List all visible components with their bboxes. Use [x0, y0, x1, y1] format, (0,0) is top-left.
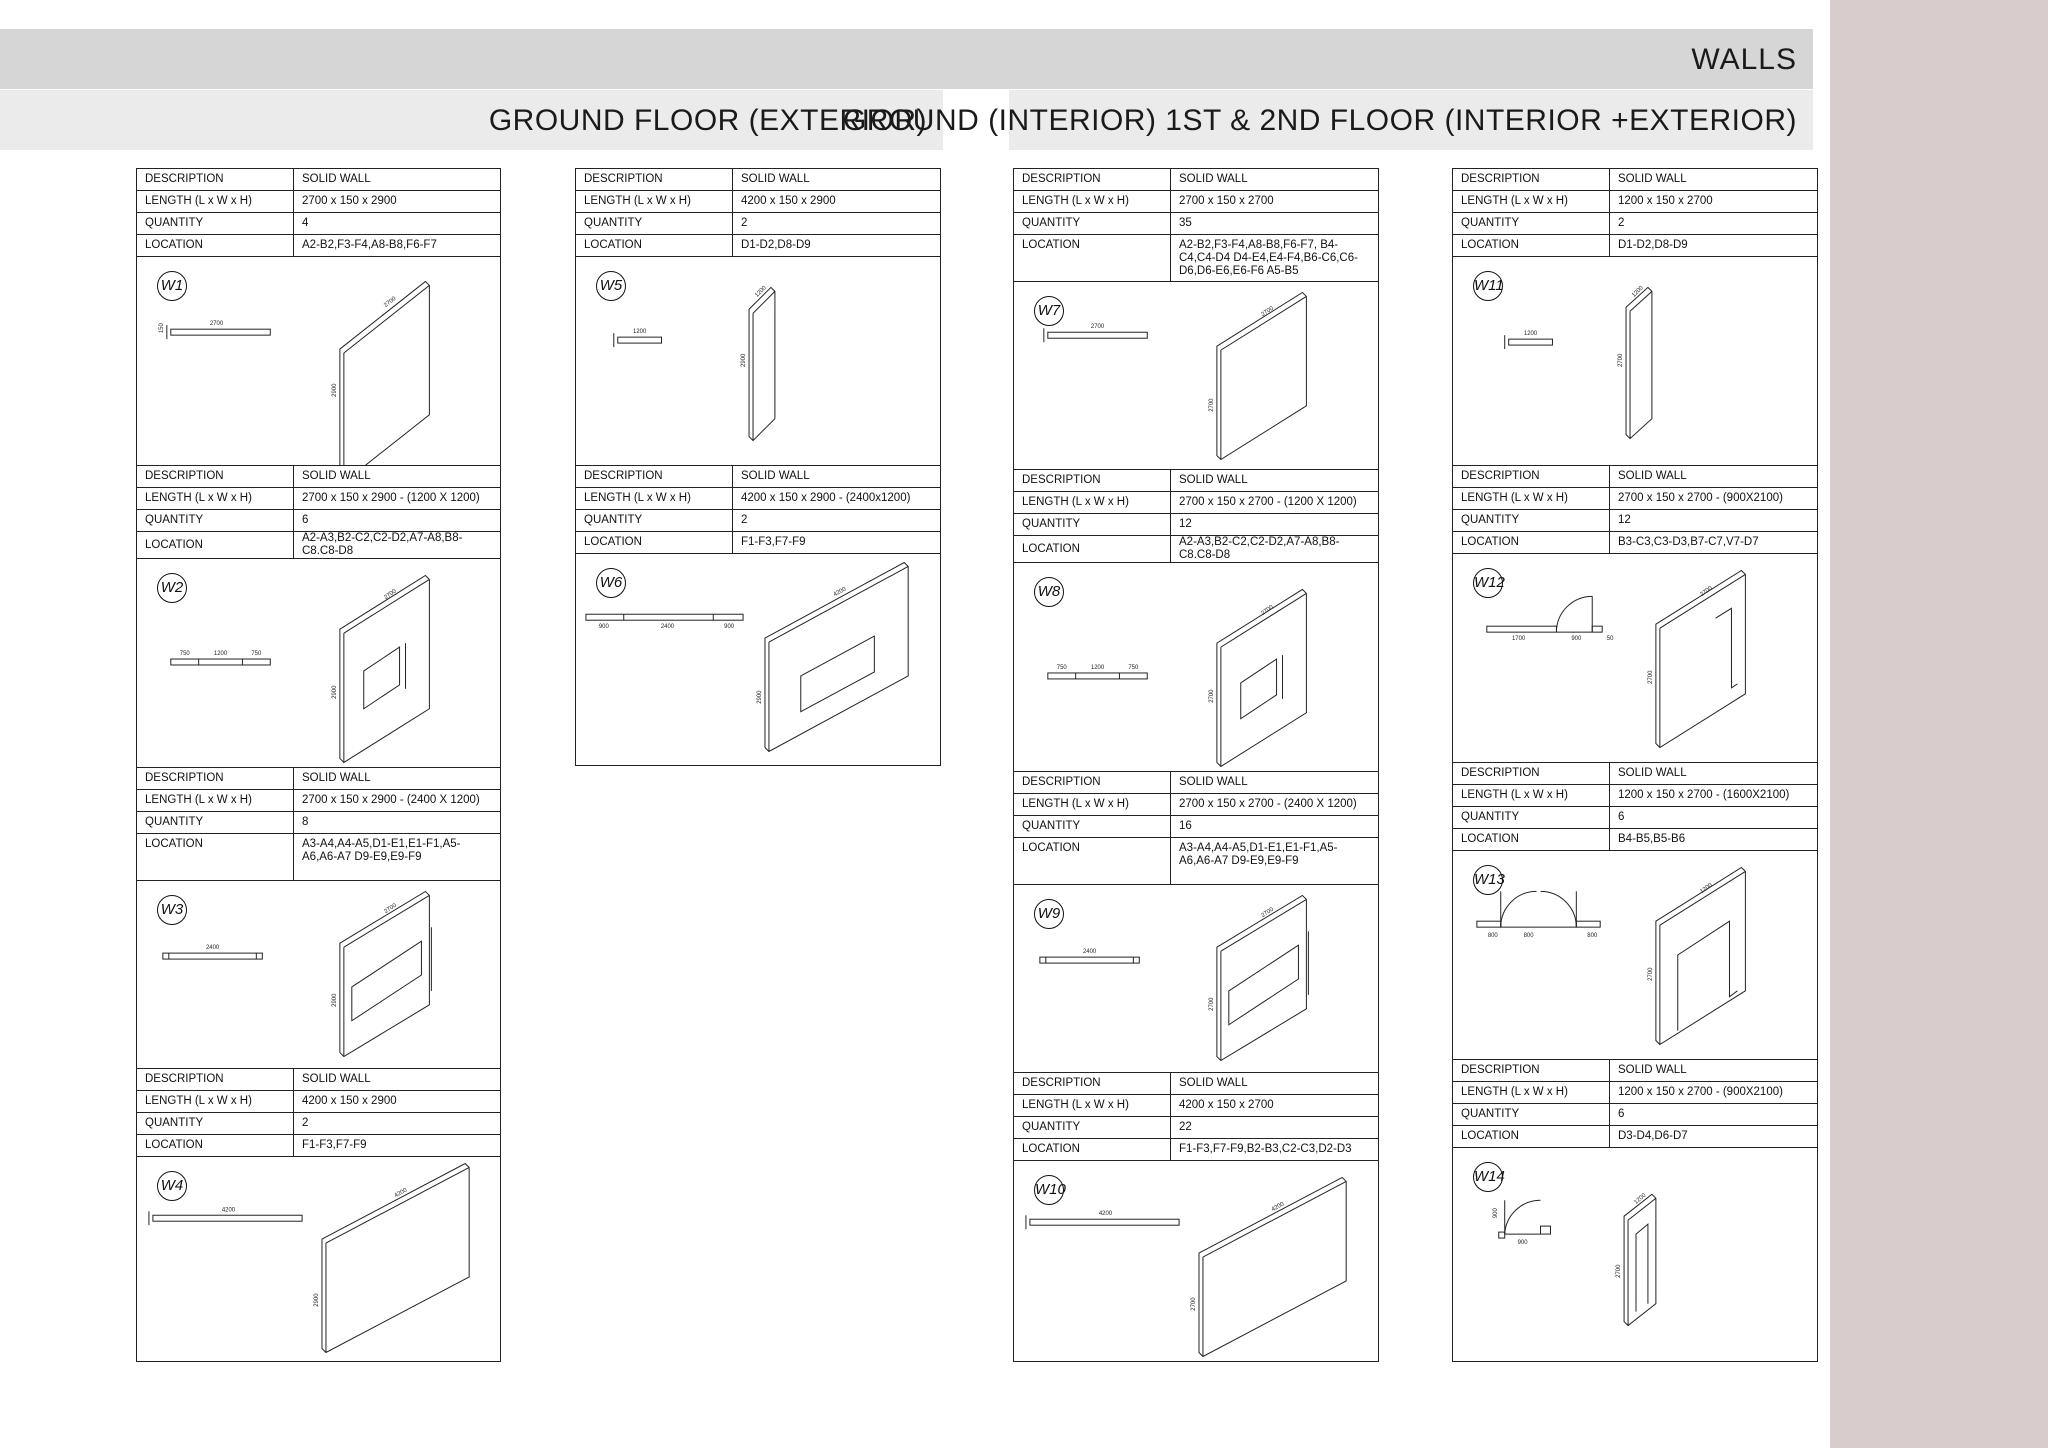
- spec-value: SOLID WALL: [1610, 169, 1818, 191]
- wall-tag-w5: W5: [596, 271, 626, 301]
- dim-label: 4200: [1098, 1211, 1113, 1218]
- spec-table-w7: [1014, 169, 1378, 282]
- spec-key: DESCRIPTION: [137, 466, 294, 488]
- dim-label: 1200: [1699, 882, 1714, 895]
- spec-value: 2700 x 150 x 2700: [1171, 191, 1379, 213]
- dim-label: 2700: [1699, 585, 1714, 598]
- spec-key: LOCATION: [1014, 235, 1171, 282]
- spec-value: 2: [733, 510, 941, 532]
- dim-label: 2700: [1260, 305, 1275, 319]
- spec-value: 2700 x 150 x 2900 - (2400 X 1200): [294, 790, 501, 812]
- dim-label: 2700: [1191, 1297, 1198, 1311]
- dim-label: 2700: [1208, 689, 1215, 703]
- spec-key: DESCRIPTION: [1014, 772, 1171, 794]
- spec-key: QUANTITY: [1014, 816, 1171, 838]
- dim-label: 2700: [1208, 997, 1215, 1011]
- dim-label: 750: [179, 651, 190, 658]
- dim-label: 2700: [1090, 324, 1105, 331]
- spec-key: LENGTH (L x W x H): [1453, 1082, 1610, 1104]
- spec-key: QUANTITY: [1453, 510, 1610, 532]
- spec-value: 12: [1171, 514, 1379, 536]
- drawing-w10: [1014, 1161, 1378, 1361]
- spec-value: D1-D2,D8-D9: [733, 235, 941, 257]
- spec-value: 4200 x 150 x 2900: [294, 1091, 501, 1113]
- spec-key: LENGTH (L x W x H): [1453, 785, 1610, 807]
- spec-value: F1-F3,F7-F9,B2-B3,C2-C3,D2-D3: [1171, 1139, 1379, 1161]
- dim-label: 2400: [1082, 949, 1097, 956]
- dim-label: 2700: [1616, 1264, 1623, 1278]
- dim-label: 2400: [660, 624, 675, 631]
- wall-drawing-w2: [137, 559, 500, 767]
- dim-label: 2700: [1647, 967, 1654, 981]
- dim-label: 2700: [383, 295, 398, 309]
- spec-key: QUANTITY: [137, 812, 294, 834]
- spec-value: 2: [733, 213, 941, 235]
- spec-value: D1-D2,D8-D9: [1610, 235, 1818, 257]
- wall-tag-w3: W3: [157, 895, 187, 925]
- spec-value: SOLID WALL: [1171, 772, 1379, 794]
- spec-key: LENGTH (L x W x H): [137, 191, 294, 213]
- spec-value: D3-D4,D6-D7: [1610, 1126, 1818, 1148]
- spec-value: 4200 x 150 x 2900: [733, 191, 941, 213]
- dim-label: 50: [1606, 636, 1614, 643]
- dim-label: 1700: [1512, 636, 1526, 643]
- spec-value: SOLID WALL: [733, 466, 941, 488]
- spec-value: A3-A4,A4-A5,D1-E1,E1-F1,A5-A6,A6-A7 D9-E9,E9-F9: [1171, 838, 1379, 885]
- dim-label: 1200: [1631, 285, 1645, 299]
- wall-drawing-w10: [1014, 1161, 1378, 1361]
- spec-key: DESCRIPTION: [576, 169, 733, 191]
- wall-tag-w10: W10: [1034, 1175, 1064, 1205]
- wall-column-1: [136, 168, 501, 1362]
- spec-value: 2700 x 150 x 2900: [294, 191, 501, 213]
- spec-table-w6: [576, 466, 940, 554]
- spec-value: 2: [1610, 213, 1818, 235]
- spec-table-w11: [1453, 169, 1817, 257]
- dim-label: 1200: [1090, 664, 1105, 671]
- dim-label: 4200: [393, 1187, 409, 1200]
- spec-key: QUANTITY: [137, 213, 294, 235]
- drawing-w9: [1014, 885, 1378, 1073]
- spec-value: 12: [1610, 510, 1818, 532]
- spec-value: 2700 x 150 x 2700 - (2400 X 1200): [1171, 794, 1379, 816]
- spec-key: LENGTH (L x W x H): [576, 191, 733, 213]
- spec-table-w13: [1453, 763, 1817, 851]
- spec-key: QUANTITY: [576, 510, 733, 532]
- spec-key: LOCATION: [1453, 235, 1610, 257]
- spec-key: QUANTITY: [1014, 1117, 1171, 1139]
- spec-key: LENGTH (L x W x H): [137, 488, 294, 510]
- spec-value: 16: [1171, 816, 1379, 838]
- dim-label: 1200: [1523, 331, 1538, 338]
- drawing-w13: [1453, 851, 1817, 1060]
- spec-key: LOCATION: [1453, 532, 1610, 554]
- spec-value: SOLID WALL: [1610, 763, 1818, 785]
- wall-column-3: [1013, 168, 1379, 1362]
- spec-key: DESCRIPTION: [1014, 1073, 1171, 1095]
- spec-key: DESCRIPTION: [576, 466, 733, 488]
- spec-value: SOLID WALL: [1171, 1073, 1379, 1095]
- drawing-w14: [1453, 1148, 1817, 1348]
- dim-label: 1200: [213, 651, 228, 658]
- drawing-w7: [1014, 282, 1378, 470]
- spec-value: SOLID WALL: [1610, 466, 1818, 488]
- wall-tag-w4: W4: [157, 1171, 187, 1201]
- wall-drawing-w11: [1453, 257, 1817, 465]
- spec-key: LENGTH (L x W x H): [576, 488, 733, 510]
- spec-key: DESCRIPTION: [1014, 169, 1171, 191]
- spec-value: 35: [1171, 213, 1379, 235]
- spec-table-w2: [137, 466, 500, 559]
- spec-key: LENGTH (L x W x H): [1014, 492, 1171, 514]
- spec-key: QUANTITY: [1453, 1104, 1610, 1126]
- dim-label: 1200: [754, 285, 768, 299]
- spec-key: LOCATION: [137, 235, 294, 257]
- section-exterior-band: [0, 90, 943, 150]
- spec-key: DESCRIPTION: [1014, 470, 1171, 492]
- dim-label: 4200: [1270, 1201, 1286, 1214]
- dim-label: 2700: [383, 588, 398, 601]
- wall-drawing-w13: [1453, 851, 1817, 1059]
- spec-key: LOCATION: [1453, 829, 1610, 851]
- spec-key: QUANTITY: [1453, 213, 1610, 235]
- spec-value: A3-A4,A4-A5,D1-E1,E1-F1,A5-A6,A6-A7 D9-E9,E9-F9: [294, 834, 501, 881]
- drawing-w5: [576, 257, 940, 466]
- spec-value: 22: [1171, 1117, 1379, 1139]
- spec-key: LENGTH (L x W x H): [1014, 794, 1171, 816]
- wall-drawing-w5: [576, 257, 940, 465]
- dim-label: 800: [1523, 933, 1534, 940]
- spec-table-w3: [137, 768, 500, 881]
- spec-value: SOLID WALL: [1610, 1060, 1818, 1082]
- dim-label: 2900: [756, 690, 763, 704]
- spec-value: 2700 x 150 x 2700 - (1200 X 1200): [1171, 492, 1379, 514]
- wall-drawing-w8: [1014, 563, 1378, 771]
- dim-label: 2700: [1260, 906, 1275, 920]
- spec-table-w14: [1453, 1060, 1817, 1148]
- wall-tag-w2: W2: [157, 573, 187, 603]
- dim-label: 900: [1517, 1240, 1528, 1247]
- wall-tag-w1: W1: [157, 271, 187, 301]
- spec-key: LENGTH (L x W x H): [1014, 1095, 1171, 1117]
- spec-value: 8: [294, 812, 501, 834]
- spec-value: 4: [294, 213, 501, 235]
- spec-value: SOLID WALL: [1171, 470, 1379, 492]
- dim-label: 1200: [1633, 1192, 1648, 1206]
- dim-label: 750: [1056, 664, 1067, 671]
- spec-value: F1-F3,F7-F9: [733, 532, 941, 554]
- spec-value: SOLID WALL: [294, 1069, 501, 1091]
- wall-drawing-w4: [137, 1157, 500, 1357]
- spec-table-w4: [137, 1069, 500, 1157]
- drawing-w3: [137, 881, 500, 1069]
- spec-value: A2-B2,F3-F4,A8-B8,F6-F7: [294, 235, 501, 257]
- spec-key: DESCRIPTION: [1453, 169, 1610, 191]
- spec-key: DESCRIPTION: [137, 169, 294, 191]
- side-strip: [1830, 0, 2048, 1448]
- wall-tag-w13: W13: [1473, 865, 1503, 895]
- dim-label: 2700: [209, 321, 224, 328]
- spec-value: F1-F3,F7-F9: [294, 1135, 501, 1157]
- spec-value: SOLID WALL: [733, 169, 941, 191]
- dim-label: 800: [1487, 933, 1498, 940]
- spec-key: DESCRIPTION: [137, 1069, 294, 1091]
- spec-key: QUANTITY: [137, 1113, 294, 1135]
- spec-key: LENGTH (L x W x H): [137, 790, 294, 812]
- wall-column-2: [575, 168, 941, 766]
- spec-table-w1: [137, 169, 500, 257]
- spec-key: DESCRIPTION: [1453, 763, 1610, 785]
- spec-value: SOLID WALL: [294, 466, 501, 488]
- spec-key: DESCRIPTION: [137, 768, 294, 790]
- dim-label: 2700: [1647, 670, 1654, 684]
- spec-value: B4-B5,B5-B6: [1610, 829, 1818, 851]
- drawing-w1: [137, 257, 500, 466]
- dim-label: 2900: [314, 1293, 321, 1307]
- dim-label: 1200: [633, 329, 647, 336]
- spec-value: 1200 x 150 x 2700 - (900X2100): [1610, 1082, 1818, 1104]
- spec-value: 6: [1610, 1104, 1818, 1126]
- spec-value: A2-A3,B2-C2,C2-D2,A7-A8,B8-C8.C8-D8: [1171, 536, 1379, 563]
- spec-key: QUANTITY: [576, 213, 733, 235]
- wall-tag-w6: W6: [596, 568, 626, 598]
- spec-value: SOLID WALL: [1171, 169, 1379, 191]
- spec-value: A2-A3,B2-C2,C2-D2,A7-A8,B8-C8.C8-D8: [294, 532, 501, 559]
- page-title: WALLS: [1691, 43, 1797, 76]
- dim-label: 2400: [205, 945, 220, 952]
- dim-label: 2900: [741, 353, 748, 367]
- wall-tag-w8: W8: [1034, 577, 1064, 607]
- wall-drawing-w12: [1453, 554, 1817, 762]
- wall-tag-w9: W9: [1034, 899, 1064, 929]
- dim-label: 2700: [1260, 604, 1275, 617]
- wall-tag-w11: W11: [1473, 271, 1503, 301]
- drawing-w2: [137, 559, 500, 768]
- section-title-interior: GROUND (INTERIOR) 1ST & 2ND FLOOR (INTERIOR +EXTERIOR): [842, 104, 1797, 137]
- spec-value: 2700 x 150 x 2700 - (900X2100): [1610, 488, 1818, 510]
- spec-key: QUANTITY: [1014, 213, 1171, 235]
- spec-key: QUANTITY: [1014, 514, 1171, 536]
- spec-key: LOCATION: [576, 532, 733, 554]
- section-interior-band: [842, 90, 1813, 150]
- dim-label: 900: [1571, 636, 1582, 643]
- wall-drawing-w6: [576, 554, 940, 760]
- spec-value: SOLID WALL: [294, 169, 501, 191]
- dim-label: 750: [1128, 664, 1139, 671]
- spec-key: LOCATION: [576, 235, 733, 257]
- spec-key: LOCATION: [137, 532, 294, 559]
- spec-key: LENGTH (L x W x H): [1453, 488, 1610, 510]
- spec-key: LENGTH (L x W x H): [1014, 191, 1171, 213]
- drawing-w12: [1453, 554, 1817, 763]
- dim-label: 150: [158, 323, 165, 334]
- section-title-exterior: GROUND FLOOR (EXTERIOR): [488, 104, 927, 137]
- header-band: [0, 29, 1813, 89]
- spec-table-w12: [1453, 466, 1817, 554]
- wall-drawing-w9: [1014, 885, 1378, 1072]
- dim-label: 4200: [221, 1207, 236, 1214]
- spec-key: LOCATION: [1453, 1126, 1610, 1148]
- dim-label: 2700: [383, 902, 398, 916]
- spec-key: LOCATION: [137, 1135, 294, 1157]
- drawing-w6: [576, 554, 940, 760]
- spec-table-w10: [1014, 1073, 1378, 1161]
- spec-value: 1200 x 150 x 2700: [1610, 191, 1818, 213]
- spec-value: 1200 x 150 x 2700 - (1600X2100): [1610, 785, 1818, 807]
- spec-table-w8: [1014, 470, 1378, 563]
- spec-key: QUANTITY: [1453, 807, 1610, 829]
- spec-value: 2700 x 150 x 2900 - (1200 X 1200): [294, 488, 501, 510]
- dim-label: 900: [1492, 1208, 1499, 1219]
- dim-label: 900: [598, 624, 609, 631]
- wall-drawing-w14: [1453, 1148, 1817, 1348]
- spec-key: LENGTH (L x W x H): [1453, 191, 1610, 213]
- spec-value: 4200 x 150 x 2700: [1171, 1095, 1379, 1117]
- spec-key: LOCATION: [137, 834, 294, 881]
- wall-tag-w12: W12: [1473, 568, 1503, 598]
- wall-column-4: [1452, 168, 1818, 1362]
- dim-label: 2900: [331, 383, 338, 397]
- spec-value: 4200 x 150 x 2900 - (2400x1200): [733, 488, 941, 510]
- spec-value: 6: [1610, 807, 1818, 829]
- spec-key: DESCRIPTION: [1453, 1060, 1610, 1082]
- wall-drawing-w1: [137, 257, 500, 465]
- dim-label: 2900: [331, 685, 338, 699]
- dim-label: 750: [251, 651, 262, 658]
- spec-key: LENGTH (L x W x H): [137, 1091, 294, 1113]
- spec-value: SOLID WALL: [294, 768, 501, 790]
- dim-label: 2900: [331, 993, 338, 1007]
- spec-table-w5: [576, 169, 940, 257]
- spec-key: LOCATION: [1014, 536, 1171, 563]
- dim-label: 4200: [832, 586, 848, 599]
- spec-value: 2: [294, 1113, 501, 1135]
- spec-key: DESCRIPTION: [1453, 466, 1610, 488]
- spec-key: LOCATION: [1014, 1139, 1171, 1161]
- spec-table-w9: [1014, 772, 1378, 885]
- spec-value: B3-C3,C3-D3,B7-C7,V7-D7: [1610, 532, 1818, 554]
- wall-drawing-w7: [1014, 282, 1378, 469]
- spec-key: LOCATION: [1014, 838, 1171, 885]
- drawing-w8: [1014, 563, 1378, 772]
- spec-key: QUANTITY: [137, 510, 294, 532]
- dim-label: 900: [724, 624, 735, 631]
- spec-value: A2-B2,F3-F4,A8-B8,F6-F7, B4-C4,C4-D4 D4-E4,E4-F4,B6-C6,C6-D6,D6-E6,E6-F6 A5-B5: [1171, 235, 1379, 282]
- dim-label: 2700: [1208, 398, 1215, 412]
- dim-label: 2700: [1618, 353, 1625, 367]
- spec-value: 6: [294, 510, 501, 532]
- drawing-w11: [1453, 257, 1817, 466]
- wall-tag-w14: W14: [1473, 1162, 1503, 1192]
- wall-drawing-w3: [137, 881, 500, 1068]
- wall-tag-w7: W7: [1034, 296, 1064, 326]
- dim-label: 800: [1587, 933, 1598, 940]
- drawing-w4: [137, 1157, 500, 1357]
